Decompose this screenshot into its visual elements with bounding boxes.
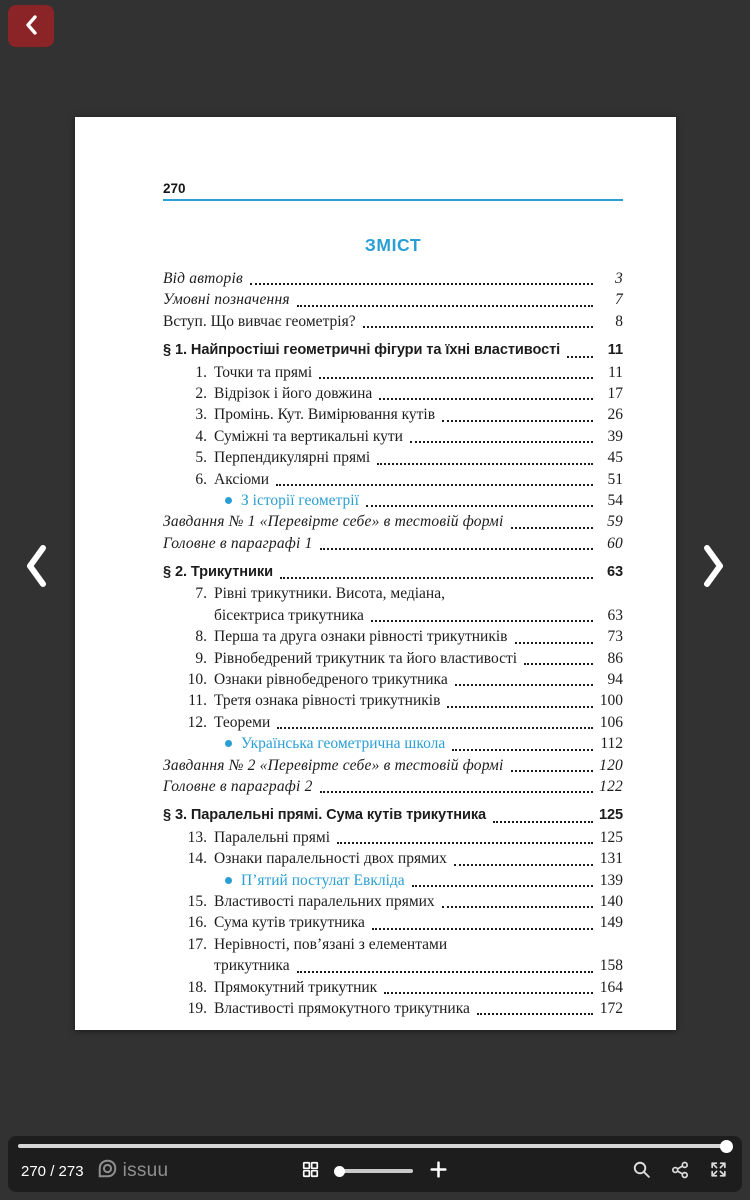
toc-entry <box>163 268 623 289</box>
dot-leader <box>377 463 593 465</box>
dot-leader <box>524 663 593 665</box>
dot-leader <box>366 505 593 507</box>
toc-entry-title: Завдання № 1 «Перевірте себе» в тестовій формі <box>163 513 504 531</box>
toc-entry-page: 172 <box>599 999 623 1017</box>
share-button[interactable] <box>670 1160 690 1183</box>
toc-entry-number: 7. <box>195 585 207 603</box>
dot-leader <box>372 928 593 930</box>
prev-page-button[interactable] <box>10 540 62 594</box>
toc-entry-page: 139 <box>599 871 623 889</box>
toc-entry-page: 94 <box>607 671 623 689</box>
grid-icon <box>301 1160 320 1182</box>
toc-entry-number: 11. <box>188 692 207 710</box>
dot-leader <box>337 842 593 844</box>
toc-entry <box>163 533 623 554</box>
toc-entry <box>163 289 623 310</box>
bullet-icon <box>225 497 232 504</box>
toc-entry <box>163 934 623 955</box>
dot-leader <box>384 992 593 994</box>
toc-entry <box>163 998 623 1019</box>
toc-entry-page: 131 <box>599 850 623 868</box>
toc-entry <box>163 404 623 425</box>
toc-title: ЗМІСТ <box>364 235 422 255</box>
toc-entry-title: § 1. Найпростіші геометричні фігури та їхні властивості <box>163 342 561 359</box>
toc-entry-title: Промінь. Кут. Вимірювання кутів <box>214 406 436 424</box>
toc-entry-page: 122 <box>599 777 623 795</box>
toc-entry-title: Ознаки рівнобедреного трикутника <box>214 671 448 689</box>
toc-entry <box>163 733 623 754</box>
issuu-logo[interactable] <box>97 1158 169 1185</box>
toc-entry-page: 125 <box>598 807 623 824</box>
toc-list <box>163 268 623 1019</box>
dot-leader <box>454 864 593 866</box>
toc-entry <box>163 690 623 711</box>
toc-entry-title: Нерівності, пов’язані з елементами <box>214 935 448 953</box>
toc-entry-title: трикутника <box>214 957 290 975</box>
bullet-icon <box>225 877 232 884</box>
toc-entry-page: 11 <box>608 363 623 381</box>
toc-entry-number: 15. <box>187 892 207 910</box>
toc-entry-page: 158 <box>599 957 623 975</box>
toc-entry <box>163 583 623 604</box>
toolbar-right <box>632 1156 728 1186</box>
toc-entry-title: Суміжні та вертикальні кути <box>214 427 403 445</box>
progress-bar[interactable] <box>18 1144 732 1148</box>
dot-leader <box>442 420 593 422</box>
toc-entry-page: 86 <box>607 649 623 667</box>
toc-entry-title: Паралельні прямі <box>214 828 331 846</box>
toc-entry <box>163 977 623 998</box>
search-icon <box>632 1160 651 1182</box>
dot-leader <box>455 684 593 686</box>
toc-entry-page: 39 <box>607 427 623 445</box>
toc-entry <box>163 805 623 826</box>
toc-entry <box>163 511 623 532</box>
toc-entry-page: 8 <box>615 312 623 330</box>
toc-entry-number: 4. <box>195 427 207 445</box>
toc-entry-page: 7 <box>615 291 623 309</box>
dot-leader <box>410 441 593 443</box>
dot-leader <box>442 906 593 908</box>
toolbar-center <box>301 1156 449 1186</box>
toc-entry-title: Аксіоми <box>214 470 270 488</box>
toc-entry <box>163 648 623 669</box>
toc-entry-title: Властивості прямокутного трикутника <box>214 999 470 1017</box>
toc-entry-page: 26 <box>607 406 623 424</box>
dot-leader <box>371 620 593 622</box>
toc-entry-title: З історії геометрії <box>241 491 359 509</box>
toc-entry <box>163 426 623 447</box>
toc-entry-title: Ознаки паралельності двох прямих <box>214 850 447 868</box>
issuu-logo-text: issuu <box>122 1160 169 1181</box>
toc-entry-page: 63 <box>607 606 623 624</box>
toc-entry <box>163 955 623 976</box>
toc-entry-number: 6. <box>195 470 207 488</box>
toc-entry-number: 12. <box>187 713 207 731</box>
share-icon <box>670 1160 690 1183</box>
dot-leader <box>493 821 593 823</box>
toc-entry <box>163 447 623 468</box>
dot-leader <box>412 885 593 887</box>
page-folio: 270 <box>163 181 186 196</box>
toc-entry-number: 2. <box>195 384 207 402</box>
thumbnails-button[interactable] <box>301 1160 320 1182</box>
toc-entry-title: § 3. Паралельні прямі. Сума кутів трикутника <box>163 807 487 824</box>
zoom-in-button[interactable] <box>428 1159 449 1183</box>
toc-entry <box>163 311 623 332</box>
toc-entry-title: Рівнобедрений трикутник та його властивості <box>214 649 518 667</box>
search-button[interactable] <box>632 1160 651 1182</box>
toc-entry-page: 100 <box>599 692 623 710</box>
page-indicator: 270 / 273 <box>21 1162 84 1180</box>
back-button[interactable] <box>8 5 54 47</box>
toc-entry-title: Теореми <box>214 713 271 731</box>
zoom-slider[interactable] <box>335 1169 413 1173</box>
next-page-button[interactable] <box>688 540 740 594</box>
toc-content <box>75 117 676 1019</box>
toc-entry-page: 51 <box>607 470 623 488</box>
dot-leader <box>477 1013 593 1015</box>
toc-entry-title: П’ятий постулат Евкліда <box>241 871 405 889</box>
dot-leader <box>452 749 593 751</box>
dot-leader <box>515 642 593 644</box>
dot-leader <box>320 548 593 550</box>
toc-entry <box>163 383 623 404</box>
dot-leader <box>447 706 593 708</box>
fullscreen-icon <box>709 1160 728 1182</box>
toc-entry-page: 164 <box>599 978 623 996</box>
dot-leader <box>280 577 593 579</box>
toc-entry <box>163 340 623 361</box>
dot-leader <box>276 484 593 486</box>
toc-entry-page: 3 <box>615 270 623 287</box>
toc-entry <box>163 827 623 848</box>
toc-entry-title: Умовні позначення <box>163 291 290 309</box>
toc-entry <box>163 776 623 797</box>
toc-entry <box>163 848 623 869</box>
toc-entry-page: 120 <box>599 756 623 774</box>
toc-entry-number: 18. <box>187 978 207 996</box>
toc-entry <box>163 755 623 776</box>
toc-entry <box>163 469 623 490</box>
toc-entry-page: 140 <box>599 892 623 910</box>
toc-entry <box>163 712 623 733</box>
toc-entry <box>163 626 623 647</box>
dot-leader <box>297 971 593 973</box>
toc-entry-title: Головне в параграфі 1 <box>163 534 313 552</box>
toc-entry-number: 14. <box>187 850 207 868</box>
toc-entry <box>163 669 623 690</box>
toc-entry-page: 112 <box>600 735 623 753</box>
toc-entry-page: 59 <box>607 513 623 531</box>
toc-entry-page: 60 <box>607 534 623 552</box>
plus-icon <box>428 1159 449 1183</box>
toc-entry-page: 17 <box>607 384 623 402</box>
toc-entry-title: Рівні трикутники. Висота, медіана, <box>214 585 445 603</box>
dot-leader <box>297 305 593 307</box>
bullet-icon <box>225 740 232 747</box>
toc-entry <box>163 490 623 511</box>
dot-leader <box>511 770 593 772</box>
toc-entry-number: 19. <box>187 999 207 1017</box>
toc-entry-number: 3. <box>195 406 207 424</box>
toc-entry-title: Завдання № 2 «Перевірте себе» в тестовій формі <box>163 756 504 774</box>
toc-entry-title: Українська геометрична школа <box>241 735 446 753</box>
dot-leader <box>320 791 593 793</box>
toc-entry-page: 54 <box>607 491 623 509</box>
toc-entry-title: § 2. Трикутники <box>163 564 273 581</box>
toc-entry-page: 73 <box>607 628 623 646</box>
toc-entry-title: Від авторів <box>163 270 243 287</box>
toc-entry-number: 17. <box>187 935 207 953</box>
toc-entry <box>163 362 623 383</box>
toc-entry-page: 63 <box>606 564 623 581</box>
chevron-right-icon <box>702 543 726 592</box>
toc-entry-title: бісектриса трикутника <box>214 606 364 624</box>
toc-entry-page: 125 <box>599 828 623 846</box>
toc-entry-number: 9. <box>195 649 207 667</box>
dot-leader <box>567 356 593 358</box>
toc-entry-title: Точки та прямі <box>214 363 313 381</box>
bottom-toolbar <box>8 1136 742 1192</box>
toc-entry-page: 106 <box>599 713 623 731</box>
toc-entry-title: Вступ. Що вивчає геометрія? <box>163 312 356 330</box>
toc-entry-title: Третя ознака рівності трикутників <box>214 692 441 710</box>
toc-entry <box>163 912 623 933</box>
toc-entry-title: Головне в параграфі 2 <box>163 777 313 795</box>
book-page[interactable] <box>75 117 676 1030</box>
issuu-logo-icon <box>97 1158 118 1185</box>
toc-entry-title: Відрізок і його довжина <box>214 384 373 402</box>
dot-leader <box>319 377 593 379</box>
toc-entry-number: 16. <box>187 914 207 932</box>
toc-entry-page: 45 <box>607 449 623 467</box>
toc-entry-page: 11 <box>607 342 623 359</box>
chevron-left-icon <box>24 14 39 39</box>
toc-entry-page: 149 <box>599 914 623 932</box>
toolbar-left <box>21 1156 168 1186</box>
toc-entry-number: 5. <box>195 449 207 467</box>
dot-leader <box>511 527 593 529</box>
toc-entry-number: 1. <box>195 363 207 381</box>
toc-entry <box>163 870 623 891</box>
toc-entry-title: Перпендикулярні прямі <box>214 449 371 467</box>
fullscreen-button[interactable] <box>709 1160 728 1182</box>
progress-handle[interactable] <box>720 1140 733 1153</box>
toc-entry <box>163 891 623 912</box>
dot-leader <box>379 398 593 400</box>
toc-entry-number: 10. <box>187 671 207 689</box>
toc-entry-number: 8. <box>195 628 207 646</box>
toc-entry <box>163 605 623 626</box>
dot-leader <box>277 727 593 729</box>
folio-rule <box>163 199 623 201</box>
chevron-left-icon <box>24 543 48 592</box>
toc-entry-title: Властивості паралельних прямих <box>214 892 435 910</box>
dot-leader <box>250 283 593 285</box>
dot-leader <box>363 326 593 328</box>
toc-entry <box>163 562 623 583</box>
toc-entry-number: 13. <box>187 828 207 846</box>
zoom-slider-handle[interactable] <box>334 1166 345 1177</box>
toc-entry-title: Перша та друга ознаки рівності трикутників <box>214 628 508 646</box>
toc-entry-title: Прямокутний трикутник <box>214 978 378 996</box>
toc-entry-title: Сума кутів трикутника <box>214 914 365 932</box>
